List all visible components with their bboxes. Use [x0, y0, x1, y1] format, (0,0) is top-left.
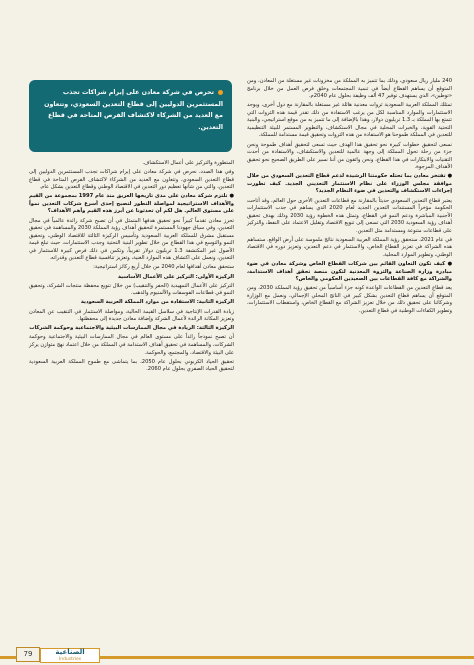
bullet-icon	[218, 90, 223, 95]
logo-subtitle: Industries	[58, 657, 82, 662]
magazine-logo	[40, 648, 100, 663]
pillar-heading: الركيزة الثانية: الاستفادة من موارد المملكة العربية السعودية	[80, 299, 234, 306]
paragraph: 240 مليار ريال سعودي، وذلك بما تتميز به المملكة من مخزونات غير مستغلة من المعادن، ومن المتوقع أن يساهم القطاع أيضاً في تنمية المجتمعات وخلق فرص العمل من خلال برنامج «توطين»، الذي يستهدف توفير 47 ألف وظيفة بحلول عام 2040م.	[247, 78, 452, 100]
paragraph: أن تصبح نموذجاً رائداً على مستوى العالم في مجال الممارسات البيئية والاجتماعية وحوكمة الشركات، والمساهمة في تحقيق أهداف الاستدامة في المملكة من خلال اعتماد نهج متوازن يركز على البيئة والاقتصاد، والمجتمع، والحوكمة.	[29, 334, 234, 356]
logo-title: الصناعية	[55, 648, 85, 656]
paragraph: التركيز على الأعمال التمهيدية (الحفر والتنقيب) من خلال تنويع محفظة منتجات الشركة، وتحقيق النمو في قطاعات الفوسفات والألمنيوم والذهب.	[29, 282, 234, 297]
right-column	[247, 78, 452, 317]
paragraph: وفي هذا الصدد، نحرص في شركة معادن على إبرام شراكات تجذب المستثمرين الدوليين إلى قطاع التعدين السعودي، وتتعاون مع العديد من الشركاء لاكتشاف الفرص المتاحة في قطاع التعدين، والتي من شأنها تعظيم دور التعدين في الاقتصاد الوطني وقطاع التعدين بشكل عام.	[29, 169, 234, 191]
paragraph: في عام 2021، ستحقق رؤية المملكة العربية السعودية نتائج ملموسة على أرض الواقع. ستساهم هذه الشراكة في تعزيز القطاع الخاص، والاستثمار في دعم التعدين، وتعزيز دوره في الاقتصاد الوطني، وتطوير الموارد المحلية.	[247, 236, 452, 258]
page-number: 79	[16, 647, 40, 662]
paragraph: زيادة القدرات الإنتاجية في سلاسل القيمة الحالية، ومواصلة الاستثمار في التنقيب عن المعادن وتعزيز المكانة الرائدة لأعمال الشركة وإضافة معادن جديدة إلى محفظتها.	[29, 308, 234, 323]
question-heading: ● كيف تكون التعاون القائم بين شركات القطاع الخاص وشركة معادن في ضوء مبادرة وزارة الصناعة والثروة المعدنية لتكون منصة تحقق أهداف الاستدامة، والشراكة مع كافة القطاعات بين الصعيدين الحكومي والخاص؟	[247, 261, 452, 283]
question-heading: ● تلتزم شركة معادن على مدى تاريخها العريق منذ عام 1997 بمجموعة من القيم والأهداف الاستراتيجية لمواصلة التطور لتصبح إحدى أسرع شركات التعدين نمواً على مستوى العالم. هل لكم أن تحدثونا عن أبرز هذه القيم وأهم الأهداف؟	[29, 193, 235, 215]
paragraph: ستحقق معادن أهدافها لعام 2040 من خلال أربع ركائز استراتيجية:	[93, 264, 234, 271]
pillar-heading: الركيزة الثالثة: الريادة في مجال الممارسات البيئية والاجتماعية وحوكمة الشركات	[29, 325, 234, 332]
left-column	[29, 160, 234, 375]
paragraph: المتطورة والتركيز على أعمال الاستكشاف.	[142, 160, 234, 166]
paragraph: تحرز معادن تقدماً كبيراً نحو تحقيق هدفها المتمثل في أن تصبح شركة رائدة عالمياً في مجال التعدين، وفي سياق جهودنا المستمرة لتحقيق أهداف رؤية المملكة 2030 والمساهمة في تحقيق مستقبل مشرق للمملكة العربية السعودية وتأسيس الركيزة الثالثة للاقتصاد الوطني، وتحقيق النمو والتوسع في هذا القطاع من خلال تطوير البنية التحتية وجذب الاستثمارات، حيث تبلغ قيمة الأصول غير المكتشفة 1.3 تريليون دولار تقريباً، وتكمن في ذلك فرص كبيرة للاستثمار في التعدين، ونعمل على اكتشاف هذه الموارد الغنية، وتعزيز تنافسية قطاع التعدين وقدراته.	[29, 217, 234, 262]
paragraph: تحقيق الحياد الكربوني بحلول عام 2050، بما يتماشى مع طموح المملكة العربية السعودية لتحقيق الحياد الصفري بحلول عام 2060.	[29, 358, 234, 373]
paragraph: يعد قطاع التعدين من القطاعات الواعدة كونه جزء أساسياً من تحقيق رؤية المملكة 2030، ومن المتوقع أن يساهم قطاع التعدين بشكل كبير في الناتج المحلي الإجمالي، ونعمل مع الوزارة وشركائنا على تحقيق ذلك من خلال تعزيز الشراكة مع القطاع الخاص، واستقطاب الاستثمارات، وتطوير الكفاءات الوطنية في قطاع التعدين.	[247, 285, 452, 315]
paragraph: نسعى لتحقيق خطوات كبيرة نحو تحقيق هذا الهدف حيث تسعى لتحقيق أهداف طموحة ونحن جزء من رحلة تحول المملكة إلى وجهة عالمية للتعدين والاستكشاف، والاستفادة من أحدث التقنيات والابتكارات في هذا القطاع، ونحن واثقون من أننا نسير على الطريق الصحيح نحو تحقيق الأهداف المرجوة.	[247, 141, 452, 171]
pillar-heading: الركيزة الأولى: التركيز على الأعمال الأساسية	[117, 273, 234, 280]
pull-quote-box	[29, 80, 232, 152]
paragraph: تمتلك المملكة العربية السعودية ثروات معدنية هائلة غير مستغلة بالمقارنة مع دول أخرى، ويوجد الاستثمارات والموارد المناسبة لكل من يرغب الاستفادة من ذلك تقدر قيمة هذه الثروات التي تتمتع بها المملكة بـ 1.3 تريليون دولار، وهذا بالإضافة إلى ما تتميز به من موقع استراتيجي، والبنية التحتية القوية، والخبرات المحلية في مجال الاستكشاف، والتطوير المستمر للبيئة التنظيمية للتعدين في المملكة طموحنا هو الاستفادة من هذه الثروات وتحقيق قيمة مستدامة للمملكة.	[247, 102, 452, 139]
pull-quote-text: تحرص في شركة معادن على إبرام شراكات تجذب المستثمرين الدوليين إلى قطاع التعدين السعودي، وتتعاون مع العديد من الشركاء لاكتشاف الفرص المتاحة في قطاع التعدين.	[44, 89, 223, 131]
question-heading: ● تفتخر معادن بما تحتله حكومتنا الرشيدة لدعم قطاع التعدين السعودي من خلال موافقة مجلس الوزراء على نظام الاستثمار التعديني الجديد. كيف تطورت إجراءات الاستكشاف والتعدين في ضوء النظام الجديد؟	[247, 173, 452, 195]
paragraph: يعتبر قطاع التعدين السعودي حديثاً بالمقارنة مع قطاعات التعدين الأخرى حول العالم، وقد أتاحت الحكومة مؤخراً المستندات التعدين الجديد لعام 2020 الذي يساهم في جذب الاستثمارات الأجنبية المباشرة ودعم النمو في القطاع، وتمثل هذه الخطوة رؤية 2030 وذلك بهدف تحقيق أهداف رؤية السعودية 2030 التي تسعى إلى تنويع الاقتصاد وتقليل الاعتماد على النفط، والتركيز على قطاعات متنوعة ومستدامة مثل التعدين.	[247, 197, 452, 234]
